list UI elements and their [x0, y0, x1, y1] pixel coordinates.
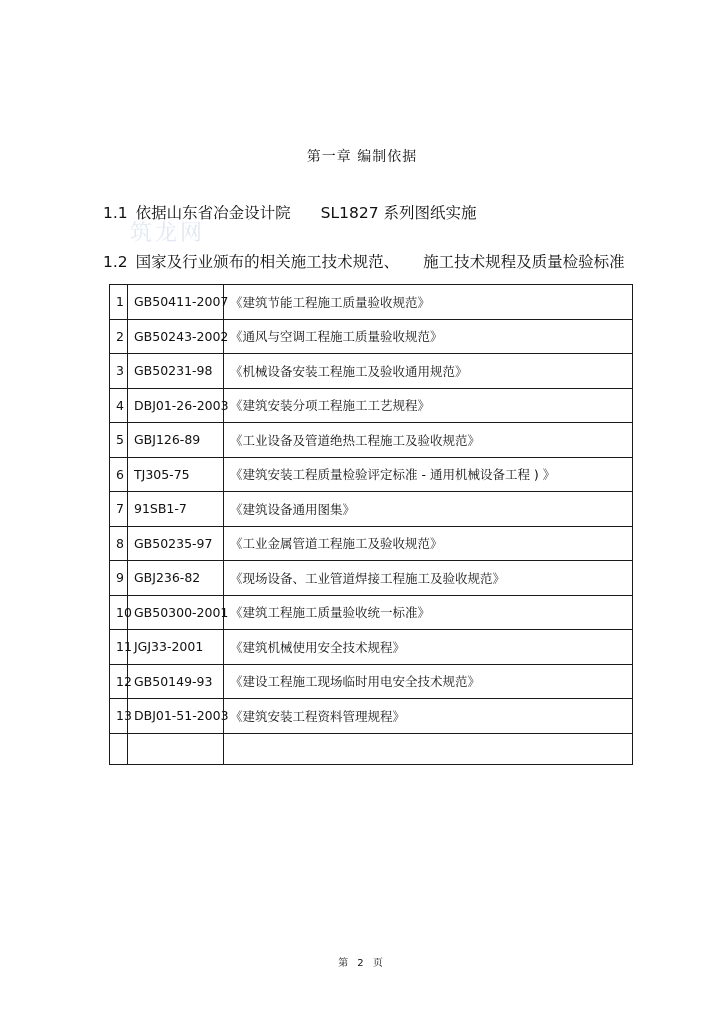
- standard-code: TJ305-75: [128, 457, 224, 492]
- standard-title: 《现场设备、工业管道焊接工程施工及验收规范》: [224, 561, 633, 596]
- standard-code: GBJ126-89: [128, 423, 224, 458]
- row-index: 1: [110, 285, 128, 320]
- standard-code: GB50235-97: [128, 526, 224, 561]
- table-row: [110, 699, 633, 734]
- table-row: [110, 595, 633, 630]
- table-row: [110, 285, 633, 320]
- standard-title: 《建筑设备通用图集》: [224, 492, 633, 527]
- standard-code: GBJ236-82: [128, 561, 224, 596]
- section-text: 依据山东省冶金设计院: [135, 204, 291, 222]
- standard-code: JGJ33-2001: [128, 630, 224, 665]
- table-row: [110, 492, 633, 527]
- table-row-empty: [110, 733, 633, 764]
- row-index: 11: [110, 630, 128, 665]
- row-index: 10: [110, 595, 128, 630]
- section-1-2: [103, 250, 625, 272]
- standard-code: DBJ01-51-2003: [128, 699, 224, 734]
- standard-title: 《建筑安装分项工程施工工艺规程》: [224, 388, 633, 423]
- section-text: 国家及行业颁布的相关施工技术规范、: [135, 253, 400, 271]
- standard-title: 《建设工程施工现场临时用电安全技术规范》: [224, 664, 633, 699]
- row-index: 3: [110, 354, 128, 389]
- watermark: 筑龙网: [130, 221, 206, 246]
- section-1-1: [103, 201, 477, 223]
- standards-table: [109, 284, 633, 765]
- standard-title: 《工业设备及管道绝热工程施工及验收规范》: [224, 423, 633, 458]
- standards-table-body: [110, 285, 633, 765]
- section-text-cont: 施工技术规程及质量检验标准: [423, 253, 625, 271]
- table-row: [110, 561, 633, 596]
- page-footer: 第 2 页: [338, 958, 386, 969]
- standard-code: DBJ01-26-2003: [128, 388, 224, 423]
- standard-title: 《通风与空调工程施工质量验收规范》: [224, 319, 633, 354]
- table-row: [110, 423, 633, 458]
- standard-code: GB50149-93: [128, 664, 224, 699]
- empty-cell: [224, 733, 633, 764]
- table-row: [110, 664, 633, 699]
- standard-title: 《建筑安装工程质量检验评定标准 - 通用机械设备工程 ) 》: [224, 457, 633, 492]
- table-row: [110, 630, 633, 665]
- empty-cell: [110, 733, 128, 764]
- row-index: 9: [110, 561, 128, 596]
- row-index: 5: [110, 423, 128, 458]
- standard-title: 《建筑安装工程资料管理规程》: [224, 699, 633, 734]
- table-row: [110, 526, 633, 561]
- standard-code: GB50243-2002: [128, 319, 224, 354]
- standard-title: 《工业金属管道工程施工及验收规范》: [224, 526, 633, 561]
- row-index: 12: [110, 664, 128, 699]
- row-index: 2: [110, 319, 128, 354]
- standard-code: GB50411-2007: [128, 285, 224, 320]
- section-text-cont: SL1827 系列图纸实施: [320, 204, 477, 222]
- standard-code: GB50300-2001: [128, 595, 224, 630]
- table-row: [110, 319, 633, 354]
- table-row: [110, 354, 633, 389]
- standard-title: 《建筑工程施工质量验收统一标准》: [224, 595, 633, 630]
- standard-title: 《机械设备安装工程施工及验收通用规范》: [224, 354, 633, 389]
- section-number: 1.1: [103, 204, 128, 222]
- chapter-title: 第一章 编制依据: [306, 149, 418, 165]
- standard-title: 《建筑节能工程施工质量验收规范》: [224, 285, 633, 320]
- section-number: 1.2: [103, 253, 128, 271]
- standard-title: 《建筑机械使用安全技术规程》: [224, 630, 633, 665]
- row-index: 13: [110, 699, 128, 734]
- standard-code: 91SB1-7: [128, 492, 224, 527]
- table-row: [110, 457, 633, 492]
- row-index: 8: [110, 526, 128, 561]
- row-index: 7: [110, 492, 128, 527]
- row-index: 6: [110, 457, 128, 492]
- table-row: [110, 388, 633, 423]
- standard-code: GB50231-98: [128, 354, 224, 389]
- empty-cell: [128, 733, 224, 764]
- row-index: 4: [110, 388, 128, 423]
